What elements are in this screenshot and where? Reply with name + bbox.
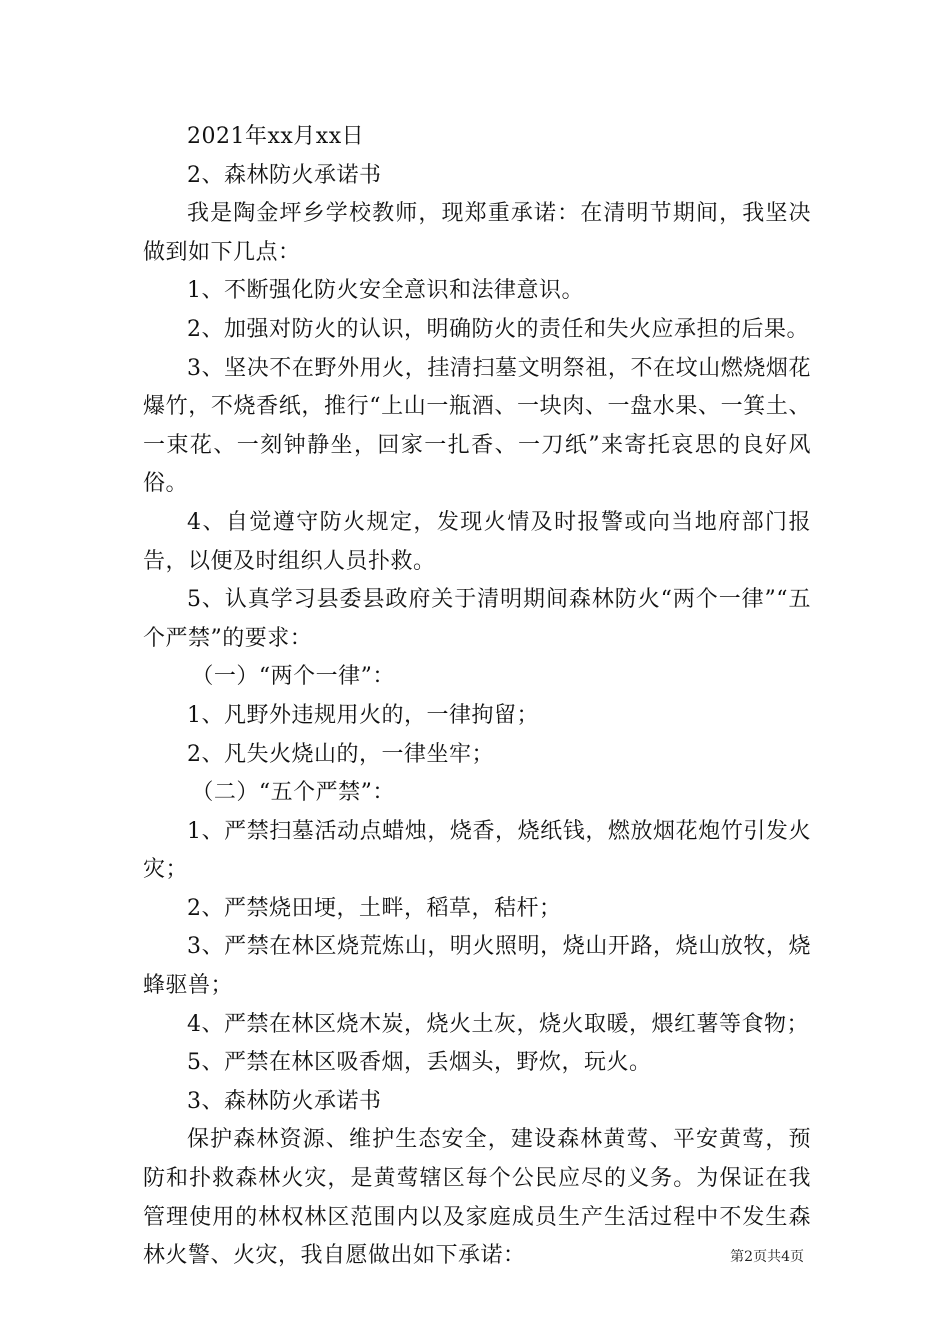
list-item: 1、凡野外违规用火的，一律拘留； [187, 702, 539, 728]
list-item: 1、严禁扫墓活动点蜡烛，烧香，烧纸钱，燃放烟花炮竹引发火灾； [143, 818, 811, 883]
list-item: 2、加强对防火的认识，明确防火的责任和失火应承担的后果。 [187, 316, 809, 342]
sub-heading: （二）“五个严禁”： [191, 780, 395, 806]
list-item: 2、严禁烧田埂，土畔，稻草，秸杆； [187, 895, 562, 921]
list-item: 1、不断强化防火安全意识和法律意识。 [187, 278, 584, 304]
list-item: 5、严禁在林区吸香烟，丢烟头，野炊，玩火。 [187, 1050, 652, 1076]
sub-heading: （一）“两个一律”： [191, 664, 395, 690]
list-item: 4、自觉遵守防火规定，发现火情及时报警或向当地府部门报告，以便及时组织人员扑救。 [143, 509, 811, 574]
section-heading: 2、森林防火承诺书 [187, 162, 382, 188]
list-item: 3、严禁在林区烧荒炼山，明火照明，烧山开路，烧山放牧，烧蜂驱兽； [143, 934, 811, 999]
page-number: 第2页共4页 [730, 1249, 804, 1265]
paragraph: 我是陶金坪乡学校教师，现郑重承诺：在清明节期间，我坚决做到如下几点： [143, 201, 811, 265]
date-line: 2021年xx月xx日 [187, 124, 365, 149]
list-item: 5、认真学习县委县政府关于清明期间森林防火“两个一律”“五个严禁”的要求： [143, 587, 811, 651]
list-item: 3、坚决不在野外用火，挂清扫墓文明祭祖，不在坟山燃烧烟花爆竹，不烧香纸，推行“上山一瓶酒、一块肉、一盘水果、一箕土、一束花、一刻钟静坐，回家一扎香、一刀纸”来寄托哀思的良好风俗。 [143, 355, 811, 497]
document-body [143, 118, 811, 1276]
list-item: 4、严禁在林区烧木炭，烧火土灰，烧火取暖，煨红薯等食物； [187, 1011, 809, 1037]
section-heading: 3、森林防火承诺书 [187, 1088, 382, 1114]
list-item: 2、凡失火烧山的，一律坐牢； [187, 741, 494, 767]
paragraph: 保护森林资源、维护生态安全，建设森林黄莺、平安黄莺，预防和扑救森林火灾，是黄莺辖区每个公民应尽的义务。为保证在我管理使用的林权林区范围内以及家庭成员生产生活过程中不发生森林火警、火灾，我自愿做出如下承诺： [143, 1127, 811, 1269]
